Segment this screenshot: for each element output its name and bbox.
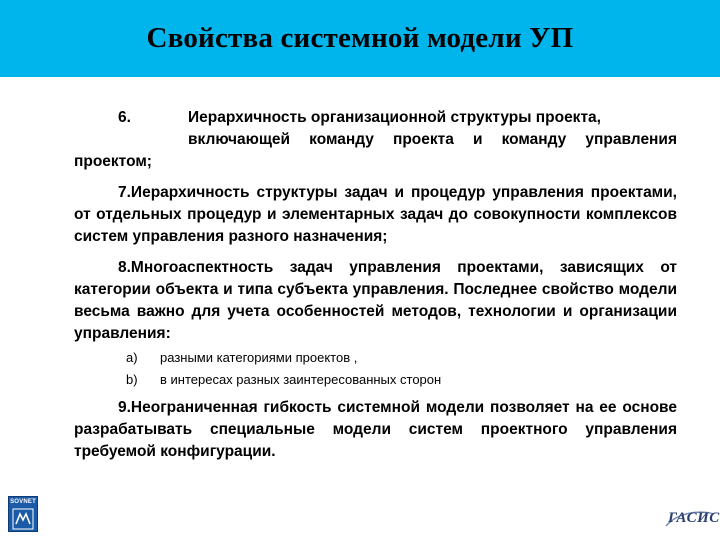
property-8-sublist <box>74 347 677 391</box>
property-6-number: 6. <box>118 109 131 126</box>
list-marker: a) <box>126 350 138 365</box>
property-8 <box>74 257 677 345</box>
gasis-logo-text: ГАСИС <box>668 510 720 526</box>
property-7-text: 7.Иерархичность структуры задач и процедур управления проектами, от отдельных процедур и элементарных задач до совокупности комплексов систем управления разного назначения; <box>74 184 677 245</box>
slide-content <box>74 107 677 472</box>
property-6-rest: включающей команду проекта и команду управления проектом; <box>74 131 677 170</box>
property-9 <box>74 397 677 463</box>
property-6 <box>74 107 677 173</box>
list-item <box>74 369 677 391</box>
property-9-text: 9.Неограниченная гибкость системной модели позволяет на ее основе разрабатывать специальные модели систем проектного управления требуемой конфигурации. <box>74 399 677 460</box>
sovnet-emblem-icon <box>12 508 34 530</box>
sovnet-logo <box>8 496 38 532</box>
title-banner <box>0 0 720 77</box>
list-marker: b) <box>126 372 138 387</box>
list-item-text: в интересах разных заинтересованных сторон <box>160 372 442 387</box>
gasis-logo <box>664 508 720 530</box>
list-item-text: разными категориями проектов , <box>160 350 358 365</box>
property-7 <box>74 182 677 248</box>
property-6-first-line: Иерархичность организационной структуры проекта, <box>188 109 601 126</box>
property-8-text: 8.Многоаспектность задач управления проектами, зависящих от категории объекта и типа субъекта управления. Последнее свойство модели весьма важно для учета особенностей методов, технологии и организации управления: <box>74 259 677 342</box>
slide-title: Свойства системной модели УП <box>146 22 574 54</box>
sovnet-logo-text: SOVNET <box>10 499 36 505</box>
list-item <box>74 347 677 369</box>
